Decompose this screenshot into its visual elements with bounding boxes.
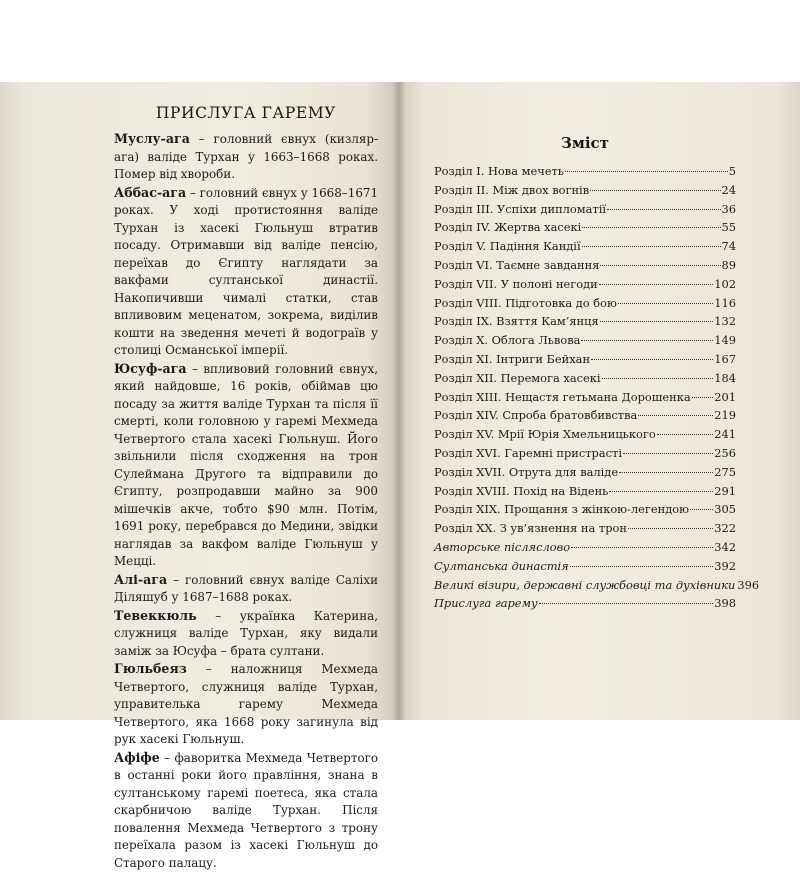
toc-item-title: Розділ XVIII. Похід на Відень xyxy=(434,482,608,501)
toc-item-title: Розділ XX. З ув’язнення на трон xyxy=(434,519,627,538)
toc-item-title: Розділ III. Успіхи дипломатії xyxy=(434,200,606,219)
entry-name: Аббас-ага xyxy=(114,185,186,200)
toc-item xyxy=(434,388,736,407)
toc-item-title: Султанська династія xyxy=(434,557,569,576)
contents-title: Зміст xyxy=(434,134,736,152)
toc-item-title: Розділ IX. Взяття Кам’янця xyxy=(434,312,599,331)
toc-leader-dots xyxy=(600,265,720,266)
toc-item-page: 167 xyxy=(714,350,736,369)
toc-leader-dots xyxy=(657,434,714,435)
toc-item-title: Розділ XI. Інтриги Бейхан xyxy=(434,350,590,369)
glossary-entry xyxy=(114,571,378,607)
toc-item-page: 322 xyxy=(714,519,736,538)
glossary-entry xyxy=(114,130,378,184)
toc-item-title: Розділ XVII. Отрута для валіде xyxy=(434,463,618,482)
left-page xyxy=(0,82,398,720)
toc-leader-dots xyxy=(582,227,720,228)
entry-text: – головний євнух у 1668–1671 роках. У ході протистояння валіде Турхан із хасекі Гюльнуш втратив посаду. Отримавши від валіде пенсію, переїхав до Єгипту наглядати за вакфами султанської династії. Накопичивши чималі статки, став впливовим меценатом, зокрема, виділив кошти на зведення мечеті й водограїв у столиці Османської імперії. xyxy=(114,186,378,358)
toc-item-page: 74 xyxy=(722,237,737,256)
toc-item-title: Розділ XVI. Гаремні пристрасті xyxy=(434,444,622,463)
toc-leader-dots xyxy=(607,209,721,210)
entry-name: Алі-ага xyxy=(114,572,167,587)
toc-item-page: 305 xyxy=(714,500,736,519)
toc-leader-dots xyxy=(609,491,713,492)
toc-item-title: Розділ V. Падіння Кандії xyxy=(434,237,581,256)
toc-item xyxy=(434,369,736,388)
toc-item xyxy=(434,275,736,294)
toc-leader-dots xyxy=(539,603,714,604)
toc-leader-dots xyxy=(690,509,713,510)
toc-item xyxy=(434,538,736,557)
entry-name: Афіфе xyxy=(114,750,160,765)
toc-leader-dots xyxy=(570,566,714,567)
toc-item-title: Розділ II. Між двох вогнів xyxy=(434,181,589,200)
toc-item xyxy=(434,576,736,595)
toc-item-page: 291 xyxy=(714,482,736,501)
toc-leader-dots xyxy=(590,190,720,191)
toc-item xyxy=(434,256,736,275)
toc-item-page: 184 xyxy=(714,369,736,388)
toc-leader-dots xyxy=(692,397,714,398)
toc-item-page: 219 xyxy=(714,406,736,425)
toc-leader-dots xyxy=(619,472,713,473)
toc-item-title: Розділ VIII. Підготовка до бою xyxy=(434,294,617,313)
toc-item xyxy=(434,200,736,219)
toc-item-page: 398 xyxy=(714,594,736,613)
toc-leader-dots xyxy=(581,340,713,341)
toc-item-page: 5 xyxy=(729,162,736,181)
toc-item-page: 201 xyxy=(714,388,736,407)
toc-leader-dots xyxy=(628,528,713,529)
book-gutter xyxy=(392,82,406,720)
entry-name: Тевеккюль xyxy=(114,608,197,623)
entry-name: Муслу-ага xyxy=(114,131,190,146)
toc-item xyxy=(434,162,736,181)
toc-item xyxy=(434,312,736,331)
toc-leader-dots xyxy=(591,359,713,360)
toc-item-title: Великі візири, державні службовці та духівники xyxy=(434,576,735,595)
toc-item-page: 275 xyxy=(714,463,736,482)
entry-name: Юсуф-ага xyxy=(114,361,187,376)
toc-item-title: Розділ IV. Жертва хасекі xyxy=(434,218,581,237)
toc-item-page: 392 xyxy=(714,557,736,576)
toc-item xyxy=(434,444,736,463)
entry-name: Гюльбеяз xyxy=(114,661,187,676)
toc-item xyxy=(434,181,736,200)
toc-leader-dots xyxy=(618,303,713,304)
toc-item-page: 24 xyxy=(722,181,737,200)
toc-item-page: 256 xyxy=(714,444,736,463)
glossary-entry xyxy=(114,360,378,571)
toc-item-page: 241 xyxy=(714,425,736,444)
glossary-entry xyxy=(114,749,378,872)
toc-item xyxy=(434,557,736,576)
toc-item-page: 55 xyxy=(722,218,737,237)
toc-leader-dots xyxy=(582,246,721,247)
toc-item xyxy=(434,218,736,237)
right-page xyxy=(398,82,800,720)
toc-item-page: 102 xyxy=(714,275,736,294)
entry-text: – фаворитка Мехмеда Четвертого в останні роки його правління, знана в султанському гаремі поетеса, яка стала скарбничою валіде Турхан. Після повалення Мехмеда Четвертого з трону переїхала разом із хасекі Гюльнуш до Старого палацу. xyxy=(114,751,378,870)
toc-item-page: 116 xyxy=(714,294,736,313)
entry-text: – наложниця Мехмеда Четвертого, служниця валіде Турхан, управителька гарему Мехмеда Четвертого, яка 1668 року загинула від рук хасекі Гюльнуш. xyxy=(114,662,378,746)
toc-leader-dots xyxy=(600,321,714,322)
toc-item-title: Розділ XIV. Спроба братовбивства xyxy=(434,406,637,425)
toc-item-title: Розділ XIX. Прощання з жінкою-легендою xyxy=(434,500,689,519)
toc-item-title: Розділ VI. Таємне завдання xyxy=(434,256,599,275)
toc-item-title: Розділ I. Нова мечеть xyxy=(434,162,564,181)
entry-text: – впливовий головний євнух, який найдовше, 16 років, обіймав цю посаду за життя валіде Турхан та після її смерті, коли головною у гаремі Мехмеда Четвертого стала хасекі Гюльнуш. Його звільнили після сходження на трон Сулеймана Другого та відправили до Єгипту, розпродавши майно за 900 мішечків акче, тобто $90 млн. Потім, 1691 року, перебрався до Медини, звідки наглядав за вакфом валіде Гюльнуш у Мецці. xyxy=(114,362,378,569)
toc-leader-dots xyxy=(623,453,713,454)
toc-item-title: Авторське післяслово xyxy=(434,538,570,557)
toc-leader-dots xyxy=(571,547,713,548)
page-title: ПРИСЛУГА ГАРЕМУ xyxy=(114,104,378,122)
toc-item xyxy=(434,519,736,538)
toc-item-page: 149 xyxy=(714,331,736,350)
entry-text: – українка Катерина, служниця валіде Турхан, яку видали заміж за Юсуфа – брата султани. xyxy=(114,609,378,658)
glossary-entry xyxy=(114,660,378,749)
toc-item-title: Розділ X. Облога Львова xyxy=(434,331,580,350)
toc-leader-dots xyxy=(602,378,714,379)
glossary-entries xyxy=(114,130,378,872)
toc-leader-dots xyxy=(638,415,713,416)
entry-text: – головний євнух валіде Саліхи Діляшуб у 1687–1688 роках. xyxy=(114,573,378,605)
toc-item xyxy=(434,425,736,444)
toc-item xyxy=(434,482,736,501)
toc-item-title: Розділ XII. Перемога хасекі xyxy=(434,369,601,388)
table-of-contents xyxy=(434,162,736,613)
toc-item-page: 396 xyxy=(737,576,759,595)
toc-item xyxy=(434,594,736,613)
toc-item xyxy=(434,237,736,256)
glossary-entry xyxy=(114,184,378,360)
toc-item-title: Розділ XIII. Нещастя гетьмана Дорошенка xyxy=(434,388,691,407)
toc-item-page: 89 xyxy=(722,256,737,275)
toc-item-title: Розділ XV. Мрії Юрія Хмельницького xyxy=(434,425,656,444)
toc-item xyxy=(434,331,736,350)
entry-text: – головний євнух (кизляр-ага) валіде Турхан у 1663–1668 роках. Помер від хвороби. xyxy=(114,132,378,181)
toc-item xyxy=(434,500,736,519)
toc-item-page: 36 xyxy=(722,200,737,219)
toc-leader-dots xyxy=(565,171,728,172)
toc-leader-dots xyxy=(599,284,714,285)
toc-item xyxy=(434,463,736,482)
toc-item xyxy=(434,406,736,425)
toc-item-title: Розділ VII. У полоні негоди xyxy=(434,275,598,294)
toc-item-title: Прислуга гарему xyxy=(434,594,538,613)
toc-item-page: 132 xyxy=(714,312,736,331)
glossary-entry xyxy=(114,607,378,661)
toc-item xyxy=(434,294,736,313)
toc-item xyxy=(434,350,736,369)
toc-item-page: 342 xyxy=(714,538,736,557)
